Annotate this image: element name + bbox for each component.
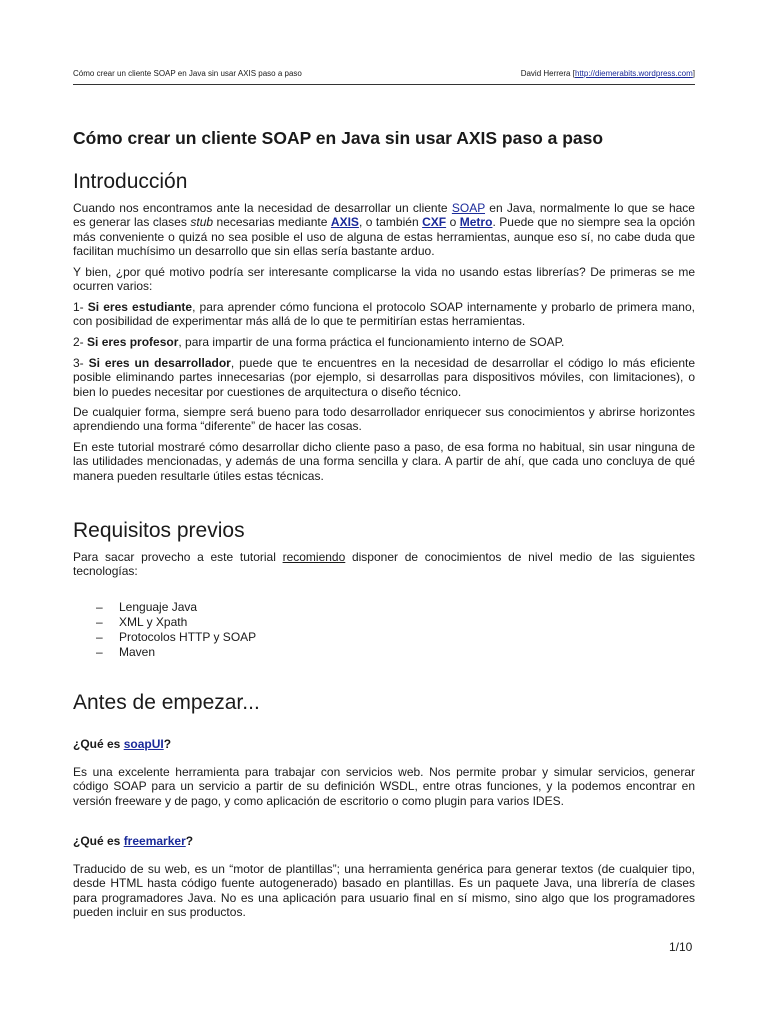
intro-paragraph-teacher: 2- Si eres profesor, para impartir de una forma práctica el funcionamiento interno de SOAP. [73, 335, 565, 349]
cxf-link[interactable]: CXF [422, 215, 447, 230]
technology-list [73, 600, 256, 660]
recomiendo-link[interactable]: recomiendo [282, 550, 346, 564]
intro-paragraph-1: Cuando nos encontramos ante la necesidad de desarrollar un cliente SOAP en Java, normalmente lo que se hace es generar las clases stub necesarias mediante AXIS, o también CXF o Metro. Puede que no siempre sea la opción más conveniente o quizá no sea posible el uso de alguna de estas herramientas, aunque eso sí, no cabe duda que facilitan muchísimo un desarrollo que sin ellas sería bastante arduo. [73, 201, 695, 259]
header-title: Cómo crear un cliente SOAP en Java sin usar AXIS paso a paso [73, 69, 302, 78]
axis-link[interactable]: AXIS [330, 215, 359, 230]
freemarker-link[interactable]: freemarker [123, 834, 186, 848]
intro-paragraph-7: En este tutorial mostraré cómo desarrollar dicho cliente paso a paso, de esa forma no habitual, sin usar ninguna de las utilidades mencionadas, y además de una forma sencilla y clara. A partir de ahí, que cada uno concluya de qué manera pueden resultarle útiles estas técnicas. [73, 440, 695, 483]
running-header [73, 69, 695, 79]
heading-requisitos: Requisitos previos [73, 519, 245, 542]
document-title: Cómo crear un cliente SOAP en Java sin usar AXIS paso a paso [73, 128, 604, 148]
metro-link[interactable]: Metro [459, 215, 493, 230]
list-item: – Protocolos HTTP y SOAP [96, 630, 257, 644]
soapui-paragraph: Es una excelente herramienta para trabajar con servicios web. Nos permite probar y simular servicios, generar código SOAP para un servicio a partir de su definición WSDL, entre otras funciones, y la podemos encontrar en versión freeware y de pago, y como aplicación de escritorio o como plugin para varios IDES. [73, 765, 695, 808]
list-item: – Lenguaje Java [96, 600, 198, 614]
freemarker-paragraph: Traducido de su web, es un “motor de plantillas”; una herramienta genérica para generar textos (de cualquier tipo, desde HTML hasta código fuente autogenerado) basado en plantillas. Es un paquete Java, una librería de clases para programadores Java. No es una aplicación para usuario final en sí mismo, sino algo que los programadores pueden incluir en sus productos. [73, 862, 695, 920]
heading-antes-de-empezar: Antes de empezar... [73, 691, 260, 714]
soapui-link[interactable]: soapUI [123, 737, 164, 751]
intro-paragraph-student: 1- Si eres estudiante, para aprender cómo funciona el protocolo SOAP internamente y probarlo de primera mano, con posibilidad de experimentar más allá de lo que te permitirían estas herramientas. [73, 300, 695, 329]
list-item: – Maven [96, 645, 156, 659]
intro-paragraph-developer: 3- Si eres un desarrollador, puede que te encuentres en la necesidad de desarrollar el código lo más eficiente posible eliminando partes innecesarias (por ejemplo, si desarrollas para dispositivos móviles, con limitaciones), o bien lo puedes necesitar por cuestiones de arquitectura o diseño técnico. [73, 356, 695, 399]
requisitos-paragraph: Para sacar provecho a este tutorial recomiendo disponer de conocimientos de nivel medio de las siguientes tecnologías: [73, 550, 696, 579]
intro-paragraph-6: De cualquier forma, siempre será bueno para todo desarrollador enriquecer sus conocimientos y abrirse horizontes aprendiendo una forma “diferente” de hacer las cosas. [73, 405, 695, 434]
document-page [73, 0, 695, 1024]
header-author: David Herrera [http://diemerabits.wordpress.com] [520, 69, 695, 78]
question-soapui: ¿Qué es soapUI? [73, 737, 172, 751]
intro-paragraph-2: Y bien, ¿por qué motivo podría ser interesante complicarse la vida no usando estas librerías? De primeras se me ocurren varios: [73, 265, 695, 294]
page-number: 1/10 [669, 940, 693, 954]
heading-introduccion: Introducción [73, 170, 188, 193]
question-freemarker: ¿Qué es freemarker? [73, 834, 194, 848]
soap-link[interactable]: SOAP [451, 201, 486, 215]
header-url-link[interactable]: http://diemerabits.wordpress.com [574, 69, 693, 78]
header-divider [73, 84, 695, 85]
list-item: – XML y Xpath [96, 615, 188, 629]
